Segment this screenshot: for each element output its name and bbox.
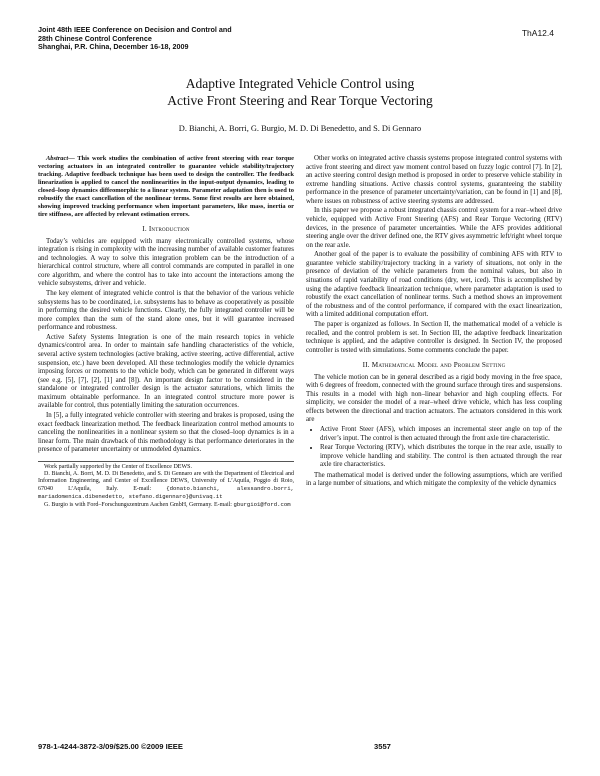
abstract (38, 155, 294, 219)
right-paragraph-4: The paper is organized as follows. In Section II, the mathematical model of a vehicle is recalled, and the control problem is set. In Section III, the adaptive feedback linearization technique is applied, and the adaptive controller is designed. In Section IV, the proposed controller is tested with simulations. Some comments conclude the paper. (306, 320, 562, 354)
page-number: 3557 (374, 742, 391, 751)
author-list: D. Bianchi, A. Borri, G. Burgio, M. D. Di Benedetto, and S. Di Gennaro (178, 124, 422, 133)
left-column (38, 155, 294, 509)
footnote-affiliation-2-text: G. Burgio is with Ford–Forschungszentrum Aachen GmbH, Germany. E-mail: (44, 502, 232, 509)
conference-line-2: 28th Chinese Control Conference (38, 33, 152, 43)
conference-line-1: Joint 48th IEEE Conference on Decision and Control and (38, 25, 232, 34)
conference-name (38, 26, 378, 52)
actuator-list (306, 426, 562, 470)
section-heading-model: II. Mathematical Model and Problem Setting (362, 361, 506, 370)
right-paragraph-1: Other works on integrated active chassis systems propose integrated control systems with active front steering and direct yaw moment control based on fuzzy logic control [7]. In [2], an active steering control design method is proposed in order to preserve vehicle stability in extreme handling situations. Active chassis control systems, guaranteeing the stability performance in the presence of parameter uncertainty/variation, can be found in [1] and [8], where issues on robustness of active steering systems are addressed. (306, 155, 562, 205)
section-heading-introduction: I. Introduction (142, 225, 190, 233)
actuator-item-rtv: • Rear Torque Vectoring (RTV), which distributes the torque in the rear axle, usually to improve vehicle handling and stability. The control is then actuated through the rear axle tire characteristics. (320, 444, 562, 470)
title-line-1: Adaptive Integrated Vehicle Control using (185, 76, 415, 91)
abstract-text: — This work studies the combination of active front steering with rear torque vectoring actuators in an integrated controller to guarantee vehicle stability/trajectory tracking. Adaptive feedback technique has been used to design the controller. The feedback linearization is applied to cancel the nonlinearities in the input-output dynamics, leading to closed–loop dynamics diffeomorphic to a linear system. Parameter adaptation then is used to robustify the exact cancellation of the nonlinear terms. Some first results are here obtained, showing improved tracking performance when important parameters, like mass, inertia or tire stiffness, are affected by relevant estimation errors. (38, 155, 294, 218)
session-code: ThA12.4 (521, 28, 554, 38)
conference-line-3: Shanghai, P.R. China, December 16-18, 2009 (38, 42, 189, 52)
right-paragraph-3: Another goal of the paper is to evaluate the possibility of combining AFS with RTV to guarantee vehicle stability/trajectory tracking in a variety of situations, not only in the presence of deviation of the vehicle parameters from the nominal values, but also in situations of rapid variability of road conditions (dry, wet, iced). This is accomplished by using the adaptive feedback linearization technique, where parameter adaptation is used to robustify the exact cancellation of nonlinear terms. Such a method shows an improvement of the robustness and of the control performance, if compared with the exact linearization, with a limited additional computation effort. (306, 251, 562, 319)
footnotes (38, 461, 294, 510)
model-paragraph-1: The vehicle motion can be in general described as a rigid body moving in the free space, with 6 degrees of freedom, connected with the ground surface through tires and suspensions. This results in a model with high non–linear behavior and high coupling effects. For simplicity, we consider the model of a rear–wheel drive vehicle, which has less coupling effects between the directional and traction actuators. The actuators considered in this work are (306, 373, 562, 424)
isbn-copyright: 978-1-4244-3872-3/09/$25.00 ©2009 IEEE (38, 742, 183, 751)
right-paragraph-2: In this paper we propose a robust integrated chassis control system for a rear–wheel drive vehicle, equipped with Active Front Steering (AFS) and Rear Torque Vectoring (RTV) devices, in the presence of parameter uncertainties. While the AFS provides additional steering angle over the driver defined one, the RTV gives asymmetric left/right wheel torque on the rear axle. (306, 207, 562, 249)
intro-paragraph-4: In [5], a fully integrated vehicle controller with steering and brakes is proposed, using the exact feedback linearization method. The feedback linearization control method amounts to canceling the nonlinearities in a nonlinear system so that the closed–loop dynamics is in a linear form. The main drawback of this methodology is that performance deteriorates in the presence of parameter uncertainty or unmodeled dynamics. (38, 412, 294, 454)
intro-paragraph-3: Active Safety Systems Integration is one of the main research topics in vehicle dynamics/control area. In order to maintain safe handling characteristics of the vehicle, several active system technologies (active braking, active steering, active differential, active suspension, etc.) have been developed. All these technologies modify the vehicle dynamics imposing forces or moments to the vehicle body, which can be generated in different ways (see e.g. [5], [7], [2], [1] and [8]). An important design factor to be considered in the standalone or integrated controller design is the actuator saturations, which limits the maximum obtainable performance. In an integrated control structure more power is available for control, thus potentially limiting the saturation occurrences. (38, 333, 294, 410)
footnote-email-2: gburgio1@ford.com (233, 501, 291, 509)
footnote-affiliation-2 (38, 501, 294, 509)
footnote-funding: Work partially supported by the Center of Excellence DEWS. (44, 463, 192, 470)
abstract-lead: Abstract (46, 155, 69, 162)
footnote-affiliation-1-text: D. Bianchi, A. Borri, M. D. Di Benedetto, and S. Di Gennaro are with the Department of Electrical and Information Engineering, and Center of Excellence DEWS, University of L’Aquila, Poggio di Roio, 67040 L’Aquila, Italy. E-mail: (38, 470, 294, 493)
actuator-item-afs: • Active Front Steer (AFS), which imposes an incremental steer angle on top of the driver’s input. The control is then actuated through the front axle tire characteristic. (320, 426, 562, 443)
intro-paragraph-1: Today’s vehicles are equipped with many electronically controlled systems, whose integration is rising in complexity with the increasing number of available customer features and technologies. A way to solve this integration problem can be the introduction of a hierarchical control structure, where all control commands are computed in parallel in one core algorithm, and where the control has to take into account the interactions among the vehicle subsystems, driver and vehicle. (38, 237, 294, 288)
model-paragraph-2: The mathematical model is derived under the following assumptions, which are verified in a large number of situations, and which mitigate the complexity of the vehicle dynamics (306, 471, 562, 488)
footnote-affiliation-1 (38, 471, 294, 501)
right-column (306, 155, 562, 490)
title-line-2: Active Front Steering and Rear Torque Vectoring (167, 92, 433, 108)
footnote-emails-1: {donato.bianchi, alessandro.borri, mariadomenica.dibenedetto, stefano.digennaro}@univaq.it (38, 485, 294, 501)
intro-paragraph-2: The key element of integrated vehicle control is that the behavior of the various vehicle subsystems has to be coordinated, i.e. subsystems has to behave as cooperatively as possible in performing the desired vehicle functions. Clearly, the fully integrated controller will be more complex than the sum of the stand alone ones, but it will guarantee increased performance and robustness. (38, 290, 294, 332)
paper-title (60, 76, 540, 109)
